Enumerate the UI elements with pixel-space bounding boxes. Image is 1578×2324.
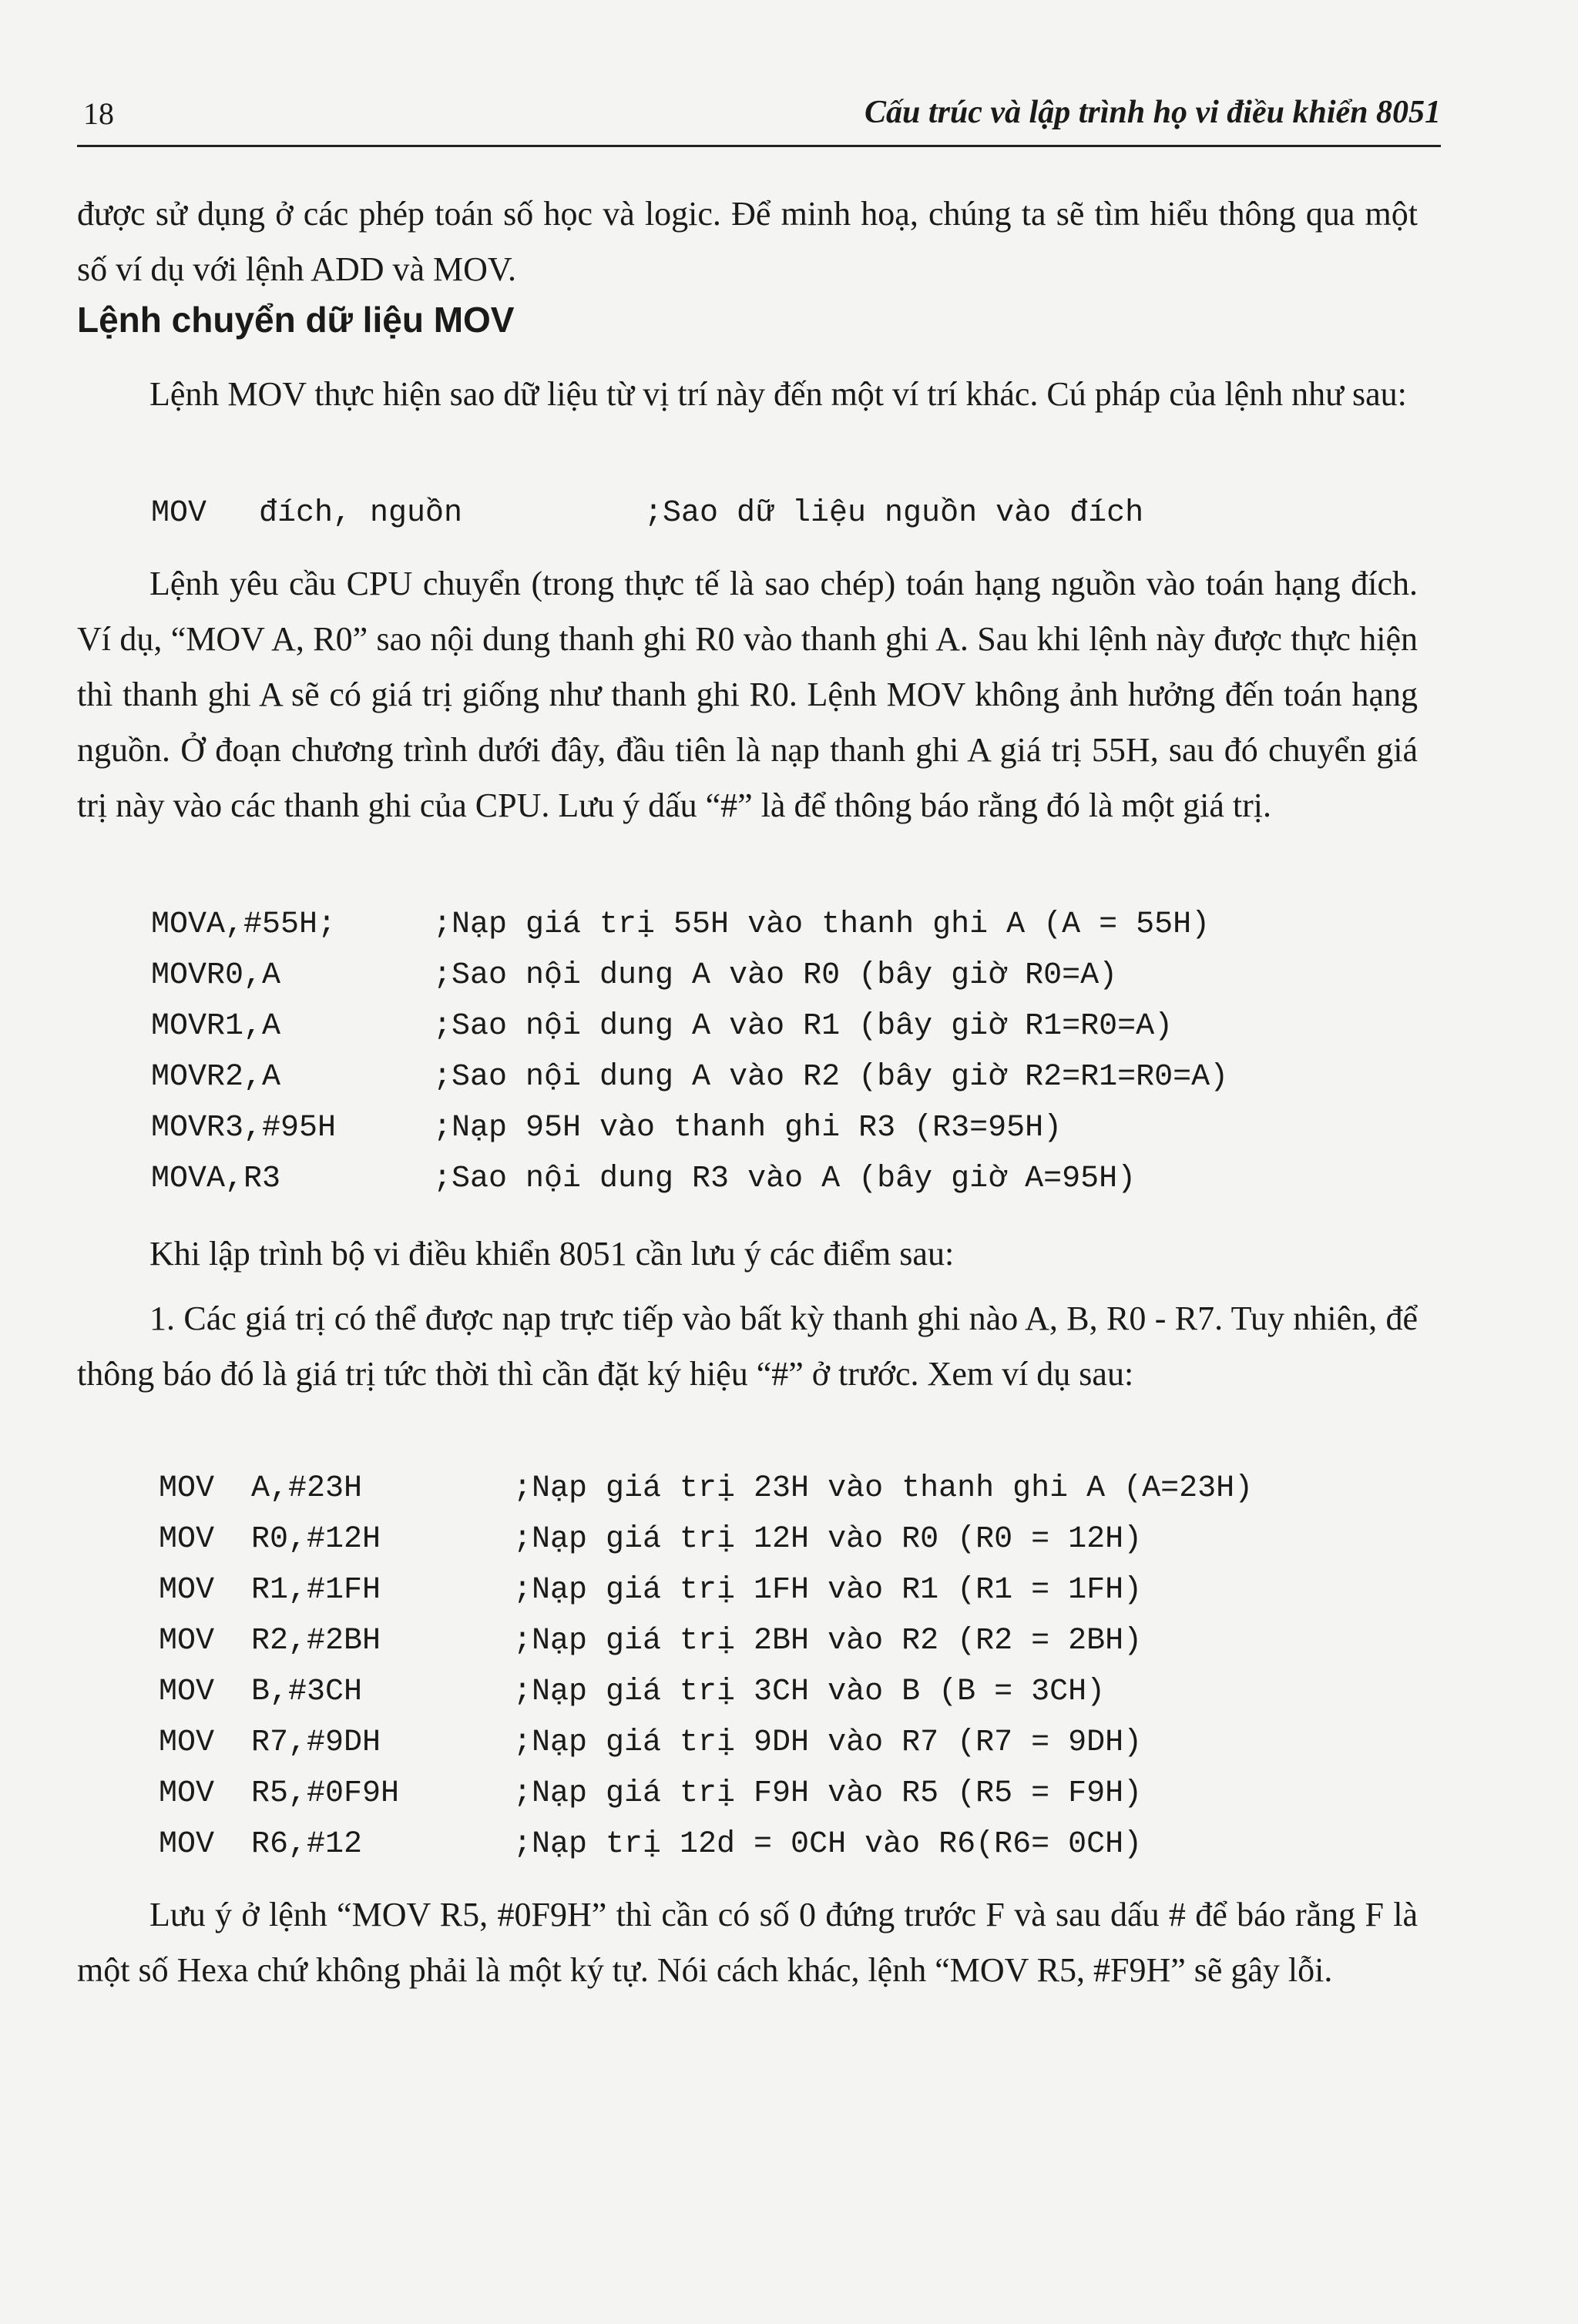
code-comment: ;Nạp giá trị 3CH vào B (B = 3CH) [513,1675,1106,1709]
code-comment: ;Nạp giá trị 2BH vào R2 (R2 = 2BH) [513,1624,1143,1658]
section-heading: Lệnh chuyển dữ liệu MOV [77,300,515,340]
code-comment: ;Sao nội dung A vào R2 (bây giờ R2=R1=R0=A) [433,1060,1229,1095]
code-comment: ;Nạp giá trị F9H vào R5 (R5 = F9H) [513,1776,1143,1811]
intro-paragraph: được sử dụng ở các phép toán số học và logic. Để minh hoạ, chúng ta sẽ tìm hiểu thông qua một số ví dụ với lệnh ADD và MOV. [77,195,1418,288]
code-operands: R2,#2BH [251,1624,381,1658]
code-instruction: MOVR3,#95H [151,1111,337,1145]
code-comment: ;Nạp trị 12d = 0CH vào R6(R6= 0CH) [513,1827,1143,1862]
code-operands: R5,#0F9H [251,1776,400,1811]
code-operands: R0,#12H [251,1522,381,1557]
code-line [0,1776,1464,1827]
code-instruction: MOVA,R3 [151,1162,281,1196]
code-comment: ;Nạp giá trị 1FH vào R1 (R1 = 1FH) [513,1573,1143,1608]
code-instruction: MOV [159,1827,215,1862]
code-comment: ;Nạp giá trị 9DH vào R7 (R7 = 9DH) [513,1725,1143,1760]
code-instruction: MOV [159,1624,215,1658]
explanation-paragraph: Lệnh yêu cầu CPU chuyển (trong thực tế là sao chép) toán hạng nguồn vào toán hạng đích. Ví dụ, “MOV A, R0” sao nội dung thanh ghi R0 vào thanh ghi A. Sau khi lệnh này được thực hiện thì thanh ghi A sẽ có giá trị giống như thanh ghi R0. Lệnh MOV không ảnh hưởng đến toán hạng nguồn. Ở đoạn chương trình dưới đây, đầu tiên là nạp thanh ghi A giá trị 55H, sau đó chuyển giá trị này vào các thanh ghi của CPU. Lưu ý dấu “#” là để thông báo rằng đó là một giá trị. [77,565,1418,824]
syntax-instruction: MOV [151,496,207,531]
code-comment: ;Nạp giá trị 12H vào R0 (R0 = 12H) [513,1522,1143,1557]
running-title: Cấu trúc và lập trình họ vi điều khiển 8051 [865,95,1441,130]
code-instruction: MOV [159,1573,215,1608]
code-line [0,907,1464,958]
code-operands: R7,#9DH [251,1725,381,1760]
code-instruction: MOV [159,1522,215,1557]
code-line [0,1111,1464,1162]
notes-intro-paragraph: Khi lập trình bộ vi điều khiển 8051 cần lưu ý các điểm sau: [149,1235,955,1273]
code-operands: B,#3CH [251,1675,363,1709]
code-line [0,1725,1464,1776]
code-instruction: MOVA,#55H; [151,907,337,942]
code-comment: ;Nạp giá trị 23H vào thanh ghi A (A=23H) [513,1471,1254,1506]
code-comment: ;Sao nội dung A vào R1 (bây giờ R1=R0=A) [433,1009,1173,1044]
code-instruction: MOV [159,1471,215,1506]
code-comment: ;Sao nội dung A vào R0 (bây giờ R0=A) [433,958,1118,993]
note-1-paragraph: 1. Các giá trị có thể được nạp trực tiếp vào bất kỳ thanh ghi nào A, B, R0 - R7. Tuy nhiên, để thông báo đó là giá trị tức thời thì cần đặt ký hiệu “#” ở trước. Xem ví dụ sau: [77,1299,1418,1393]
code-line [0,1827,1464,1878]
code-instruction: MOV [159,1725,215,1760]
page-header [77,91,1441,147]
code-line [0,1624,1464,1675]
code-line [0,1573,1464,1624]
code-instruction: MOVR0,A [151,958,281,993]
code-operands: R1,#1FH [251,1573,381,1608]
code-comment: ;Nạp 95H vào thanh ghi R3 (R3=95H) [433,1111,1063,1145]
code-instruction: MOVR1,A [151,1009,281,1044]
code-operands: A,#23H [251,1471,363,1506]
code-line [0,1060,1464,1111]
code-line [0,1471,1464,1522]
code-line [0,1009,1464,1060]
code-comment: ;Sao nội dung R3 vào A (bây giờ A=95H) [433,1162,1136,1196]
code-instruction: MOV [159,1675,215,1709]
code-line [0,1162,1464,1212]
code-instruction: MOV [159,1776,215,1811]
final-paragraph: Lưu ý ở lệnh “MOV R5, #0F9H” thì cần có số 0 đứng trước F và sau dấu # để báo rằng F là một số Hexa chứ không phải là một ký tự. Nói cách khác, lệnh “MOV R5, #F9H” sẽ gây lỗi. [77,1896,1418,1989]
code-line [0,1675,1464,1725]
page-number: 18 [83,96,114,131]
code-instruction: MOVR2,A [151,1060,281,1095]
code-operands: R6,#12 [251,1827,363,1862]
syntax-intro-paragraph: Lệnh MOV thực hiện sao dữ liệu từ vị trí này đến một ví trí khác. Cú pháp của lệnh như sau: [149,375,1407,413]
code-line [0,958,1464,1009]
code-line [0,1522,1464,1573]
code-comment: ;Nạp giá trị 55H vào thanh ghi A (A = 55H) [433,907,1210,942]
syntax-comment: ;Sao dữ liệu nguồn vào đích [644,496,1144,531]
syntax-operands: đích, nguồn [259,496,463,531]
